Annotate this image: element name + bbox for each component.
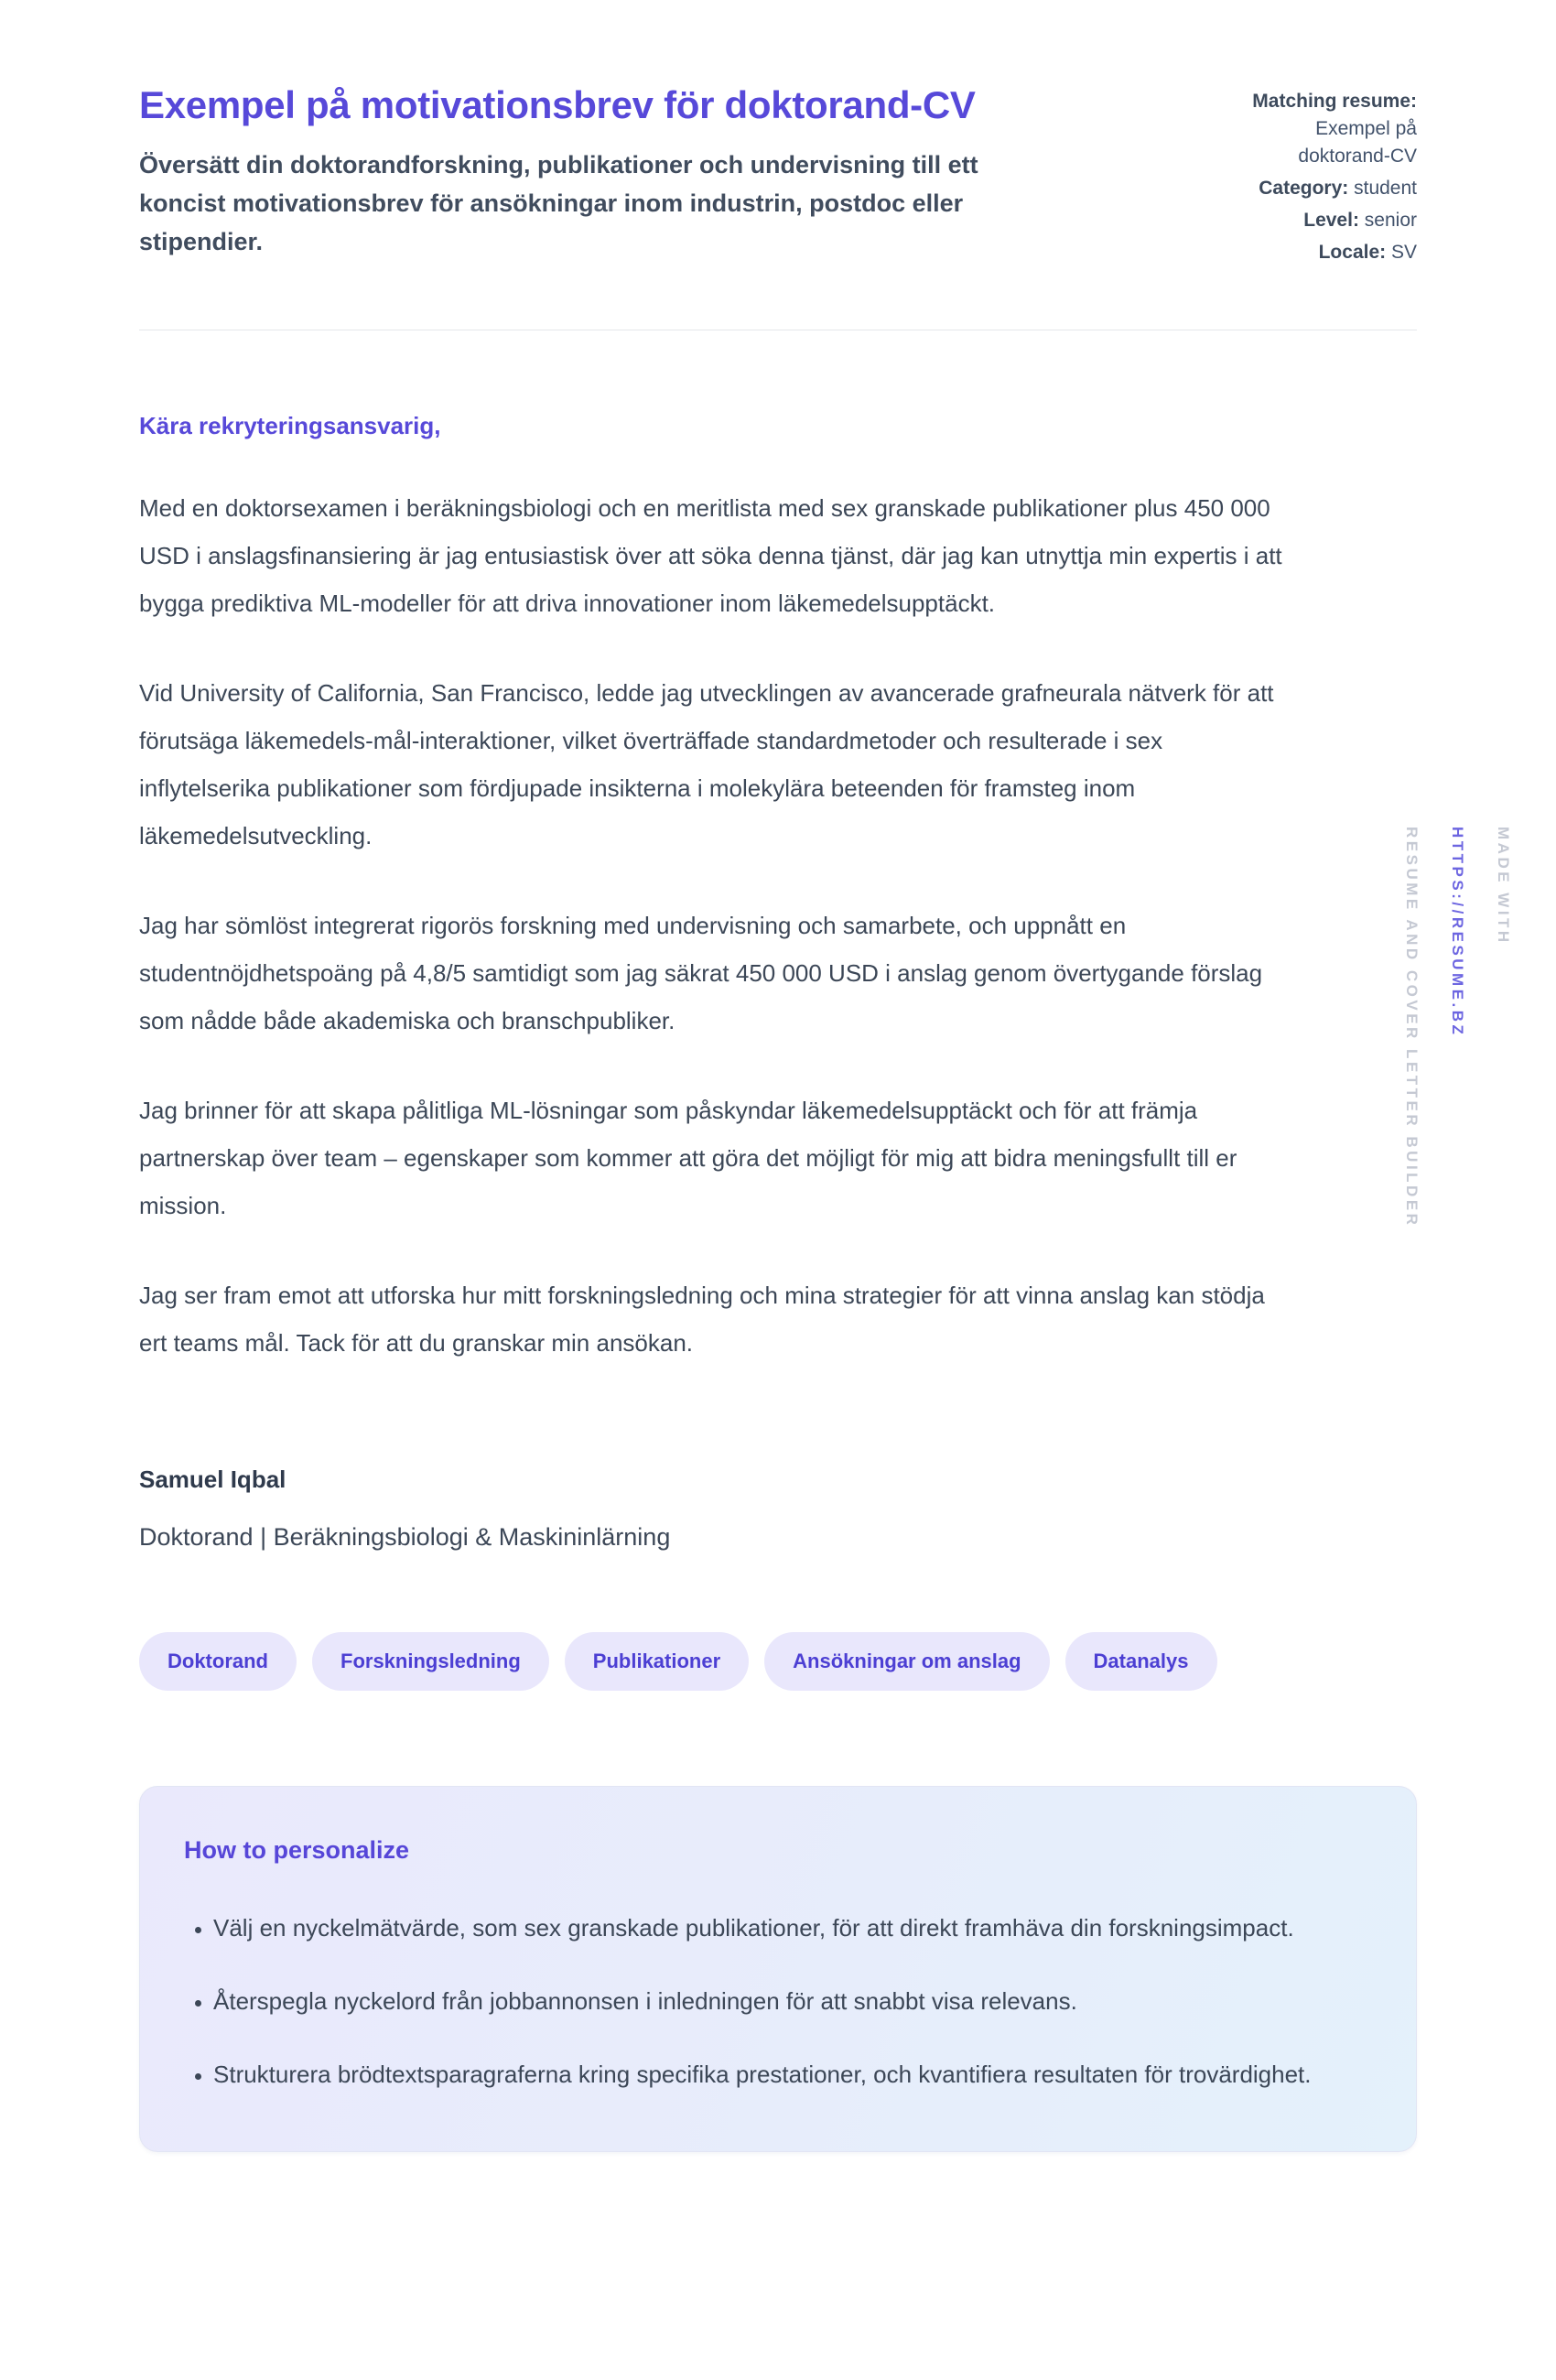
letter-paragraph-5: Jag ser fram emot att utforska hur mitt forskningsledning och mina strategier för att vinna anslag kan stödja ert teams mål. Tack för att du granskar min ansökan. [139,1282,1265,1357]
page-header [139,79,1417,271]
meta-category [1205,175,1417,202]
personalize-tip-1: • Välj en nyckelmätvärde, som sex granskade publikationer, för att direkt framhäva din forskningsimpact. [213,1904,1339,1952]
signature-name: Samuel Iqbal [139,1466,286,1493]
personalize-tips-list [184,1904,1372,2098]
tag-pill-datanalys: Datanalys [1065,1632,1217,1691]
cover-letter-page [139,79,1417,2152]
meta-matching-resume-value: Exempel på doktorand-CV [1298,118,1417,167]
letter-paragraph-3: Jag har sömlöst integrerat rigorös forskning med undervisning och samarbete, och uppnått en studentnöjdhetspoäng på 4,8/5 samtidigt som jag säkrat 450 000 USD i anslag genom övertygande förslag som nådde både akademiska och branschpubliker. [139,912,1263,1034]
signature-role: Doktorand | Beräkningsbiologi & Maskininlärning [139,1523,671,1551]
tag-pill-ansokningar-om-anslag: Ansökningar om anslag [764,1632,1049,1691]
meta-level-value: senior [1364,210,1417,231]
watermark-builder-text: RESUME AND COVER LETTER BUILDER [1403,827,1421,1228]
meta-locale-label: Locale: [1318,242,1387,263]
page-title: Exempel på motivationsbrev för doktorand-CV [139,83,976,126]
letter-greeting: Kära rekryteringsansvarig, [139,412,441,439]
watermark-site-url: HTTPS://RESUME.BZ [1449,827,1466,1038]
letter-paragraph-1: Med en doktorsexamen i beräkningsbiologi och en meritlista med sex granskade publikationer plus 450 000 USD i anslagsfinansiering är jag entusiastisk över att söka denna tjänst, där jag kan utnyttja min expertis i att bygga prediktiva ML-modeller för att driva innovationer inom läkemedelsupptäckt. [139,494,1282,617]
meta-matching-resume-label: Matching resume: [1252,91,1417,112]
meta-matching-resume [1205,88,1417,170]
meta-level [1205,207,1417,234]
personalize-tip-2: • Återspegla nyckelord från jobbannonsen i inledningen för att snabbt visa relevans. [213,1977,1339,2025]
how-to-personalize-title: How to personalize [184,1836,410,1864]
meta-locale-value: SV [1390,242,1417,263]
tag-pill-doktorand: Doktorand [139,1632,297,1691]
watermark-made-with-text: MADE WITH [1495,827,1512,946]
keyword-tags [139,1632,1417,1691]
tag-pill-forskningsledning: Forskningsledning [312,1632,549,1691]
made-with-watermark [1402,827,1512,1228]
meta-category-value: student [1354,178,1417,199]
tag-pill-publikationer: Publikationer [565,1632,749,1691]
meta-level-label: Level: [1303,210,1359,231]
header-title-block [139,79,1205,261]
meta-category-label: Category: [1259,178,1349,199]
resume-meta-panel [1205,79,1417,271]
letter-paragraph-2: Vid University of California, San Francisco, ledde jag utvecklingen av avancerade grafneurala nätverk för att förutsäga läkemedels-mål-interaktioner, vilket överträffade standardmetoder och resulterade i sex inflytelserika publikationer som fördjupade insikterna i molekylära beteenden för framsteg inom läkemedelsutveckling. [139,679,1274,849]
how-to-personalize-card [139,1786,1417,2152]
page-subtitle: Översätt din doktorandforskning, publikationer och undervisning till ett koncist motivationsbrev för ansökningar inom industrin, postdoc eller stipendier. [139,151,978,255]
meta-locale [1205,239,1417,266]
personalize-tip-3: • Strukturera brödtextsparagraferna kring specifika prestationer, och kvantifiera resultaten för trovärdighet. [213,2050,1339,2098]
letter-paragraph-4: Jag brinner för att skapa pålitliga ML-lösningar som påskyndar läkemedelsupptäckt och för att främja partnerskap över team – egenskaper som kommer att göra det möjligt för mig att bidra meningsfullt till er mission. [139,1097,1237,1219]
letter-body [139,409,1417,1553]
